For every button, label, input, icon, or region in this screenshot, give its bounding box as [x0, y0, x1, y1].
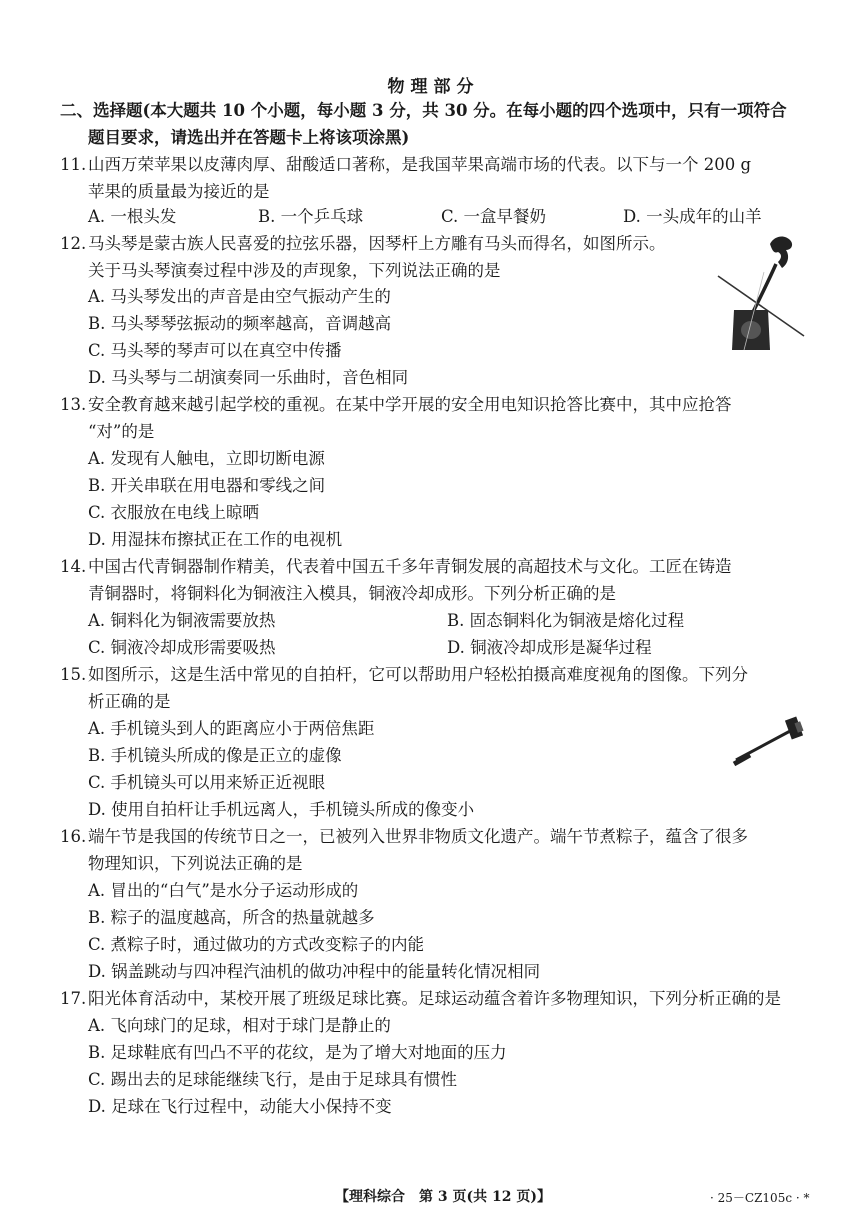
option-c: C. 衣服放在电线上晾晒	[88, 503, 260, 522]
option-a: A. 一根头发	[88, 207, 177, 226]
option-d: D. 锅盖跳动与四冲程汽油机的做功冲程中的能量转化情况相同	[88, 962, 541, 981]
option-a: A. 飞向球门的足球，相对于球门是静止的	[88, 1016, 391, 1035]
option-d: D. 足球在飞行过程中，动能大小保持不变	[88, 1097, 392, 1116]
question-stem-line1: 山西万荣苹果以皮薄肉厚、甜酸适口著称，是我国苹果高端市场的代表。以下与一个 200 g	[88, 155, 752, 174]
question-stem-line2: 关于马头琴演奏过程中涉及的声现象，下列说法正确的是	[88, 261, 501, 280]
question-number: 12.	[60, 234, 87, 253]
question-number: 17.	[60, 989, 87, 1008]
question-stem-line1: 阳光体育活动中，某校开展了班级足球比赛。足球运动蕴含着许多物理知识，下列分析正确的是	[88, 989, 781, 1008]
option-d: D. 马头琴与二胡演奏同一乐曲时，音色相同	[88, 368, 409, 387]
option-c: C. 踢出去的足球能继续飞行，是由于足球具有惯性	[88, 1070, 458, 1089]
page-title: 物理部分	[387, 77, 480, 97]
option-c: C. 一盒早餐奶	[441, 207, 547, 226]
option-b: B. 开关串联在用电器和零线之间	[88, 476, 326, 495]
option-b: B. 固态铜料化为铜液是熔化过程	[447, 611, 685, 630]
question-stem-line2: 析正确的是	[88, 692, 171, 711]
option-a: A. 冒出的“白气”是水分子运动形成的	[88, 881, 359, 900]
question-stem-line2: “对”的是	[88, 422, 155, 441]
option-b: B. 马头琴琴弦振动的频率越高，音调越高	[88, 314, 392, 333]
question-stem-line1: 安全教育越来越引起学校的重视。在某中学开展的安全用电知识抢答比赛中，其中应抢答	[88, 395, 732, 414]
section-heading-line1: 二、选择题(本大题共 10 个小题，每小题 3 分，共 30 分。在每小题的四个选项中，只有一项符合	[60, 101, 787, 120]
option-c: C. 煮粽子时，通过做功的方式改变粽子的内能	[88, 935, 425, 954]
option-a: A. 马头琴发出的声音是由空气振动产生的	[88, 287, 391, 306]
matouqin-figure	[712, 232, 812, 362]
option-d: D. 铜液冷却成形是凝华过程	[447, 638, 652, 657]
option-d: D. 一头成年的山羊	[623, 207, 762, 226]
option-b: B. 粽子的温度越高，所含的热量就越多	[88, 908, 375, 927]
option-a: A. 发现有人触电，立即切断电源	[88, 449, 325, 468]
footer-page-info: 【理科综合 第 3 页(共 12 页)】	[335, 1189, 551, 1205]
question-number: 13.	[60, 395, 87, 414]
question-stem-line2: 青铜器时，将铜料化为铜液注入模具，铜液冷却成形。下列分析正确的是	[88, 584, 616, 603]
option-b: B. 足球鞋底有凹凸不平的花纹，是为了增大对地面的压力	[88, 1043, 507, 1062]
question-number: 15.	[60, 665, 87, 684]
question-stem-line2: 苹果的质量最为接近的是	[88, 182, 270, 201]
option-b: B. 手机镜头所成的像是正立的虚像	[88, 746, 342, 765]
question-number: 14.	[60, 557, 87, 576]
question-stem-line1: 如图所示，这是生活中常见的自拍杆，它可以帮助用户轻松拍摄高难度视角的图像。下列分	[88, 665, 748, 684]
question-number: 11.	[60, 155, 87, 174]
option-a: A. 手机镜头到人的距离应小于两倍焦距	[88, 719, 375, 738]
footer-code: · 25－CZ105c · *	[710, 1191, 810, 1205]
option-a: A. 铜料化为铜液需要放热	[88, 611, 276, 630]
question-number: 16.	[60, 827, 87, 846]
option-c: C. 马头琴的琴声可以在真空中传播	[88, 341, 342, 360]
question-stem-line1: 马头琴是蒙古族人民喜爱的拉弦乐器，因琴杆上方雕有马头而得名，如图所示。	[88, 234, 666, 253]
selfie-stick-figure	[730, 712, 810, 767]
question-stem-line2: 物理知识，下列说法正确的是	[88, 854, 303, 873]
section-heading-line2: 题目要求，请选出并在答题卡上将该项涂黑)	[88, 128, 410, 147]
option-d: D. 使用自拍杆让手机远离人，手机镜头所成的像变小	[88, 800, 475, 819]
question-stem-line1: 中国古代青铜器制作精美，代表着中国五千多年青铜发展的高超技术与文化。工匠在铸造	[88, 557, 732, 576]
option-d: D. 用湿抹布擦拭正在工作的电视机	[88, 530, 343, 549]
option-b: B. 一个乒乓球	[258, 207, 364, 226]
question-stem-line1: 端午节是我国的传统节日之一，已被列入世界非物质文化遗产。端午节煮粽子，蕴含了很多	[88, 827, 748, 846]
option-c: C. 铜液冷却成形需要吸热	[88, 638, 276, 657]
option-c: C. 手机镜头可以用来矫正近视眼	[88, 773, 326, 792]
